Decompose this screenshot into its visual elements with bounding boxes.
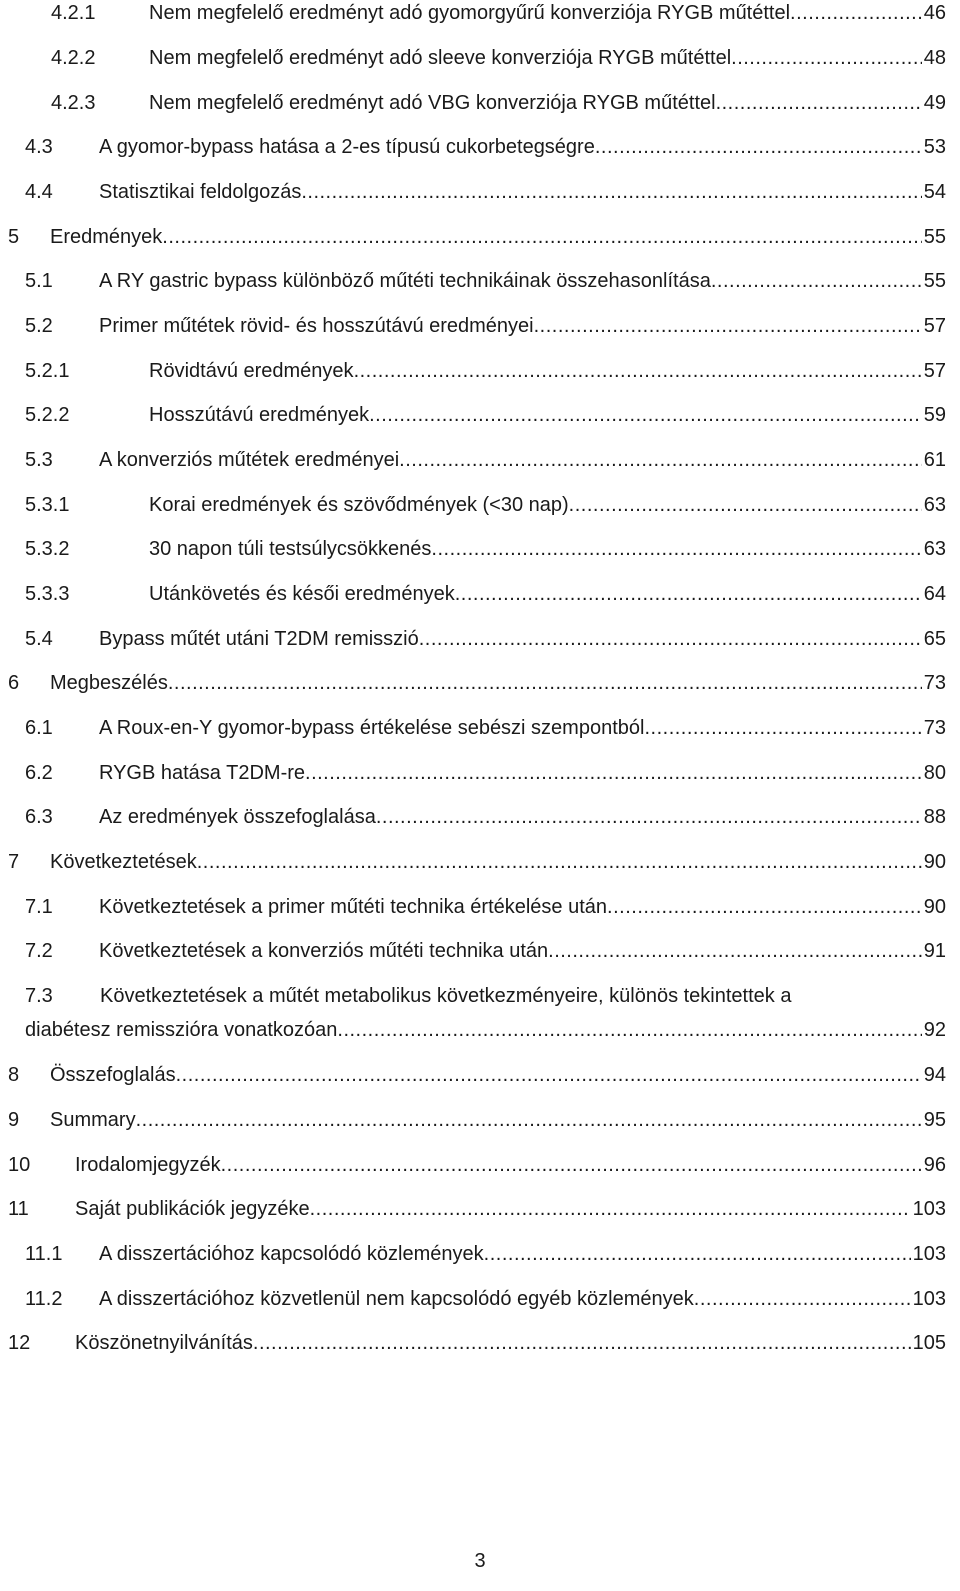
- dot-leader: [694, 1286, 911, 1312]
- toc-entry-number: 11.1: [25, 1243, 63, 1265]
- toc-entry-page: 59: [923, 404, 946, 426]
- toc-entry-number: 10: [8, 1154, 31, 1176]
- dot-leader: [607, 894, 922, 920]
- toc-entry[interactable]: [8, 402, 946, 428]
- dot-leader: [790, 0, 922, 26]
- toc-entry-title: Köszönetnyilvánítás: [75, 1332, 253, 1354]
- toc-entry-number: 5.2.1: [25, 360, 70, 382]
- toc-entry-title: Irodalomjegyzék: [75, 1154, 221, 1176]
- toc-entry-number: 5.3: [25, 449, 53, 471]
- toc-entry-title: Summary: [50, 1109, 136, 1131]
- toc-entry[interactable]: [8, 90, 946, 116]
- toc-entry-title: A gyomor-bypass hatása a 2-es típusú cukorbetegségre: [99, 136, 595, 158]
- toc-entry-number: 5.3.3: [25, 583, 70, 605]
- dot-leader: [162, 224, 921, 250]
- toc-entry-page: 46: [923, 2, 946, 24]
- toc-entry-page: 63: [923, 538, 946, 560]
- toc-entry-title: Statisztikai feldolgozás: [99, 181, 302, 203]
- toc-entry-number: 5.3.2: [25, 538, 70, 560]
- toc-entry[interactable]: [8, 1062, 946, 1088]
- toc-entry-title: Bypass műtét utáni T2DM remisszió: [99, 628, 419, 650]
- toc-entry-page: 61: [923, 449, 946, 471]
- toc-entry[interactable]: [8, 894, 946, 920]
- toc-entry-title: Eredmények: [50, 226, 163, 248]
- toc-entry[interactable]: [8, 1107, 946, 1133]
- toc-entry-page: 96: [923, 1154, 946, 1176]
- toc-entry[interactable]: [8, 1286, 946, 1312]
- dot-leader: [595, 134, 922, 160]
- toc-entry-page: 57: [923, 360, 946, 382]
- toc-entry[interactable]: [8, 268, 946, 294]
- dot-leader: [431, 536, 921, 562]
- dot-leader: [548, 938, 922, 964]
- toc-entry-title: 30 napon túli testsúlycsökkenés: [149, 538, 432, 560]
- toc-entry-title: Következtetések a konverziós műtéti technika után: [99, 940, 549, 962]
- toc-entry-number: 8: [8, 1064, 20, 1086]
- toc-entry-title: RYGB hatása T2DM-re: [99, 762, 306, 784]
- toc-entry-number: 5.4: [25, 628, 53, 650]
- toc-entry-page: 92: [923, 1019, 946, 1041]
- dot-leader: [337, 1017, 921, 1043]
- toc-entry[interactable]: [8, 358, 946, 384]
- toc-entry-title-continued: diabétesz remisszióra vonatkozóan: [25, 1019, 338, 1041]
- toc-entry-title: Nem megfelelő eredményt adó sleeve konverziója RYGB műtéttel: [149, 47, 732, 69]
- toc-entry-page: 53: [923, 136, 946, 158]
- toc-entry[interactable]: [8, 670, 946, 696]
- toc-entry-number: 7.3: [25, 985, 53, 1007]
- toc-entry-number: 4.2.1: [51, 2, 96, 24]
- dot-leader: [305, 760, 922, 786]
- toc-entry-title: Következtetések: [50, 851, 197, 873]
- toc-entry-number: 4.4: [25, 181, 53, 203]
- toc-entry-number: 4.3: [25, 136, 53, 158]
- toc-entry-number: 7.1: [25, 896, 53, 918]
- toc-entry-title: A disszertációhoz kapcsolódó közlemények: [99, 1243, 484, 1265]
- dot-leader: [484, 1241, 911, 1267]
- toc-entry-page: 90: [923, 896, 946, 918]
- dot-leader: [731, 45, 922, 71]
- dot-leader: [253, 1330, 911, 1356]
- dot-leader: [176, 1062, 922, 1088]
- dot-leader: [569, 492, 922, 518]
- toc-entry-page: 103: [912, 1243, 946, 1265]
- toc-entry-page: 64: [923, 583, 946, 605]
- toc-entry-page: 48: [923, 47, 946, 69]
- toc-entry-number: 5.2: [25, 315, 53, 337]
- toc-entry-page: 73: [923, 672, 946, 694]
- toc-entry[interactable]: [8, 1196, 946, 1222]
- toc-entry[interactable]: [8, 804, 946, 830]
- dot-leader: [168, 670, 922, 696]
- toc-entry[interactable]: [8, 134, 946, 160]
- toc-entry-page: 91: [923, 940, 946, 962]
- toc-entry-number: 5.3.1: [25, 494, 70, 516]
- toc-entry-title: Hosszútávú eredmények: [149, 404, 370, 426]
- toc-entry-line: [8, 1017, 946, 1043]
- toc-entry-title: Következtetések a műtét metabolikus következményeire, különös tekintettek a: [100, 985, 792, 1007]
- toc-entry[interactable]: [8, 447, 946, 473]
- toc-entry[interactable]: [8, 983, 946, 1043]
- toc-entry-number: 7: [8, 851, 20, 873]
- dot-leader: [197, 849, 922, 875]
- toc-entry-title: Összefoglalás: [50, 1064, 176, 1086]
- dot-leader: [369, 402, 922, 428]
- toc-entry-page: 54: [923, 181, 946, 203]
- toc-entry-page: 103: [912, 1198, 946, 1220]
- toc-entry[interactable]: [8, 626, 946, 652]
- toc-entry-title: A RY gastric bypass különböző műtéti technikáinak összehasonlítása: [99, 270, 711, 292]
- toc-entry[interactable]: [8, 715, 946, 741]
- toc-entry-page: 95: [923, 1109, 946, 1131]
- toc-entry-number: 11: [8, 1198, 29, 1220]
- toc-entry-page: 105: [912, 1332, 946, 1354]
- dot-leader: [136, 1107, 922, 1133]
- toc-entry[interactable]: [8, 938, 946, 964]
- toc-entry[interactable]: [8, 849, 946, 875]
- dot-leader: [221, 1152, 922, 1178]
- toc-entry-number: 6: [8, 672, 20, 694]
- toc-entry-number: 6.3: [25, 806, 53, 828]
- dot-leader: [376, 804, 922, 830]
- toc-entry-page: 57: [923, 315, 946, 337]
- toc-entry-page: 73: [923, 717, 946, 739]
- dot-leader: [399, 447, 922, 473]
- toc-entry-title: A Roux-en-Y gyomor-bypass értékelése sebészi szempontból: [99, 717, 645, 739]
- dot-leader: [534, 313, 922, 339]
- toc-entry-page: 103: [912, 1288, 946, 1310]
- toc-entry-number: 4.2.3: [51, 92, 96, 114]
- toc-entry-number: 5: [8, 226, 20, 248]
- toc-entry[interactable]: [8, 1152, 946, 1178]
- toc-entry-number: 12: [8, 1332, 31, 1354]
- toc-entry-title: Nem megfelelő eredményt adó gyomorgyűrű konverziója RYGB műtéttel: [149, 2, 791, 24]
- toc-entry[interactable]: [8, 1241, 946, 1267]
- toc-entry-title: Saját publikációk jegyzéke: [75, 1198, 310, 1220]
- toc-entry-title: Primer műtétek rövid- és hosszútávú eredményei: [99, 315, 534, 337]
- toc-entry-title: Nem megfelelő eredményt adó VBG konverziója RYGB műtéttel: [149, 92, 716, 114]
- dot-leader: [716, 90, 922, 116]
- toc-entry-number: 7.2: [25, 940, 53, 962]
- toc-entry-page: 80: [923, 762, 946, 784]
- toc-entry-line: [8, 983, 946, 1009]
- toc-entry[interactable]: [8, 492, 946, 518]
- toc-entry-page: 55: [923, 226, 946, 248]
- toc-entry[interactable]: [8, 760, 946, 786]
- toc-entry-page: 65: [923, 628, 946, 650]
- toc-entry[interactable]: [8, 1330, 946, 1356]
- toc-entry[interactable]: [8, 536, 946, 562]
- toc-entry-page: 55: [923, 270, 946, 292]
- toc-entry-title: Az eredmények összefoglalása: [99, 806, 376, 828]
- page-number: 3: [474, 1550, 486, 1572]
- dot-leader: [455, 581, 922, 607]
- toc-entry-number: 4.2.2: [51, 47, 96, 69]
- dot-leader: [354, 358, 922, 384]
- toc-entry-number: 6.2: [25, 762, 53, 784]
- dot-leader: [711, 268, 922, 294]
- toc-entry-number: 6.1: [25, 717, 53, 739]
- dot-leader: [419, 626, 922, 652]
- toc-entry-title: A konverziós műtétek eredményei: [99, 449, 400, 471]
- toc-entry-title: A disszertációhoz közvetlenül nem kapcsolódó egyéb közlemények: [99, 1288, 694, 1310]
- toc-entry-title: Megbeszélés: [50, 672, 168, 694]
- toc-entry[interactable]: [8, 45, 946, 71]
- toc-entry-page: 49: [923, 92, 946, 114]
- toc-entry-number: 9: [8, 1109, 20, 1131]
- toc-entry[interactable]: [8, 0, 946, 26]
- toc-entry-title: Utánkövetés és késői eredmények: [149, 583, 455, 605]
- toc-entry-number: 11.2: [25, 1288, 63, 1310]
- dot-leader: [644, 715, 921, 741]
- toc-entry-title: Korai eredmények és szövődmények (<30 nap): [149, 494, 569, 516]
- toc-entry[interactable]: [8, 313, 946, 339]
- toc-entry-page: 90: [923, 851, 946, 873]
- toc-entry[interactable]: [8, 581, 946, 607]
- toc-entry-title: Következtetések a primer műtéti technika értékelése után: [99, 896, 608, 918]
- toc-entry-number: 5.2.2: [25, 404, 70, 426]
- toc-entry-page: 63: [923, 494, 946, 516]
- toc-entry-page: 88: [923, 806, 946, 828]
- toc-entry-page: 94: [923, 1064, 946, 1086]
- toc-entry-number: 5.1: [25, 270, 53, 292]
- toc-entry[interactable]: [8, 224, 946, 250]
- toc-entry-title: Rövidtávú eredmények: [149, 360, 354, 382]
- toc-entry[interactable]: [8, 179, 946, 205]
- dot-leader: [310, 1196, 911, 1222]
- dot-leader: [301, 179, 921, 205]
